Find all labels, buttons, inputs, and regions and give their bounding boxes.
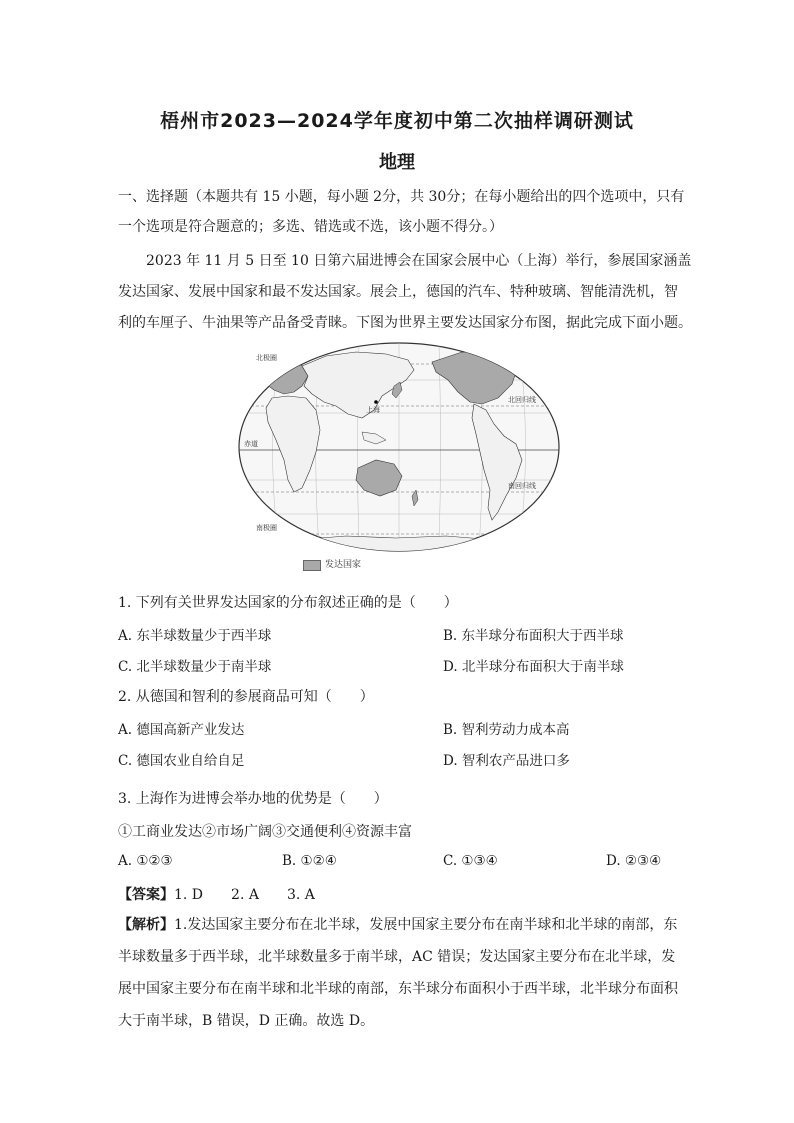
option-d: D. 北半球分布面积大于南半球 <box>443 659 624 675</box>
option-d: D. ②③④ <box>606 853 662 869</box>
analysis-line-2: 半球数量多于西半球，北半球数量多于南半球，AC 错误；发达国家主要分布在北半球，发 <box>118 949 676 965</box>
page-title: 梧州市2023—2024学年度初中第二次抽样调研测试 <box>160 110 634 132</box>
option-c: C. 北半球数量少于南半球 <box>118 659 272 675</box>
option-b: B. 东半球分布面积大于西半球 <box>443 628 624 644</box>
equator-label: 赤道 <box>244 440 258 448</box>
option-d: D. 智利农产品进口多 <box>443 753 570 769</box>
shanghai-marker <box>374 400 378 404</box>
question-stem: 1. 下列有关世界发达国家的分布叙述正确的是（ ） <box>118 595 458 611</box>
passage-line-2: 发达国家、发展中国家和最不发达国家。展会上，德国的汽车、特种玻璃、智能清洗机，智 <box>118 284 678 300</box>
legend-label: 发达国家 <box>325 560 362 570</box>
answer-text: 1. D 2. A 3. A <box>174 887 315 903</box>
section-line-2: 一个选项是符合题意的；多选、错选或不选，该小题不得分。） <box>118 219 503 235</box>
world-map-figure <box>236 340 562 574</box>
option-c: C. 德国农业自给自足 <box>118 753 245 769</box>
passage-line-1: 2023 年 11 月 5 日至 10 日第六届进博会在国家会展中心（上海）举行，参展国家涵盖 <box>146 253 692 269</box>
subject-title: 地理 <box>379 152 415 173</box>
question-statements: ①工商业发达②市场广阔③交通便利④资源丰富 <box>118 824 412 840</box>
south-tropic-label: 南回归线 <box>508 482 536 490</box>
analysis-line-3: 展中国家主要分布在南半球和北半球的南部，东半球分布面积小于西半球，北半球分布面积 <box>118 981 678 997</box>
answer-label: 【答案】 <box>118 887 174 903</box>
question-stem: 2. 从德国和智利的参展商品可知（ ） <box>118 689 374 705</box>
option-a: A. 东半球数量少于西半球 <box>118 628 272 644</box>
north-tropic-label: 北回归线 <box>508 396 536 404</box>
passage-line-3: 利的车厘子、牛油果等产品备受青睐。下图为世界主要发达国家分布图，据此完成下面小题。 <box>118 315 692 331</box>
map-content <box>236 343 562 570</box>
world-map <box>236 340 562 574</box>
shanghai-label: 上海 <box>366 406 380 414</box>
arctic-circle-label: 北极圈 <box>256 354 277 362</box>
analysis-line-1 <box>118 914 677 934</box>
section-line-1: 一、选择题（本题共有 15 小题，每小题 2分，共 30分；在每小题给出的四个选项中，只有 <box>118 189 685 205</box>
option-b: B. ①②④ <box>282 853 337 869</box>
antarctic-circle-label: 南极圈 <box>256 524 277 532</box>
legend-swatch <box>303 560 321 571</box>
answer-line <box>118 884 315 904</box>
analysis-text-1: 1.发达国家主要分布在北半球，发展中国家主要分布在南半球和北半球的南部，东 <box>174 917 678 933</box>
question-stem: 3. 上海作为进博会举办地的优势是（ ） <box>118 791 388 807</box>
option-b: B. 智利劳动力成本高 <box>443 722 570 738</box>
analysis-line-4: 大于南半球，B 错误，D 正确。故选 D。 <box>118 1013 375 1029</box>
greenland-landmass <box>476 344 506 358</box>
option-a: A. ①②③ <box>118 853 173 869</box>
antarctica-landmass <box>256 536 542 570</box>
analysis-label: 【解析】 <box>118 917 174 933</box>
option-a: A. 德国高新产业发达 <box>118 722 245 738</box>
option-c: C. ①③④ <box>443 853 498 869</box>
